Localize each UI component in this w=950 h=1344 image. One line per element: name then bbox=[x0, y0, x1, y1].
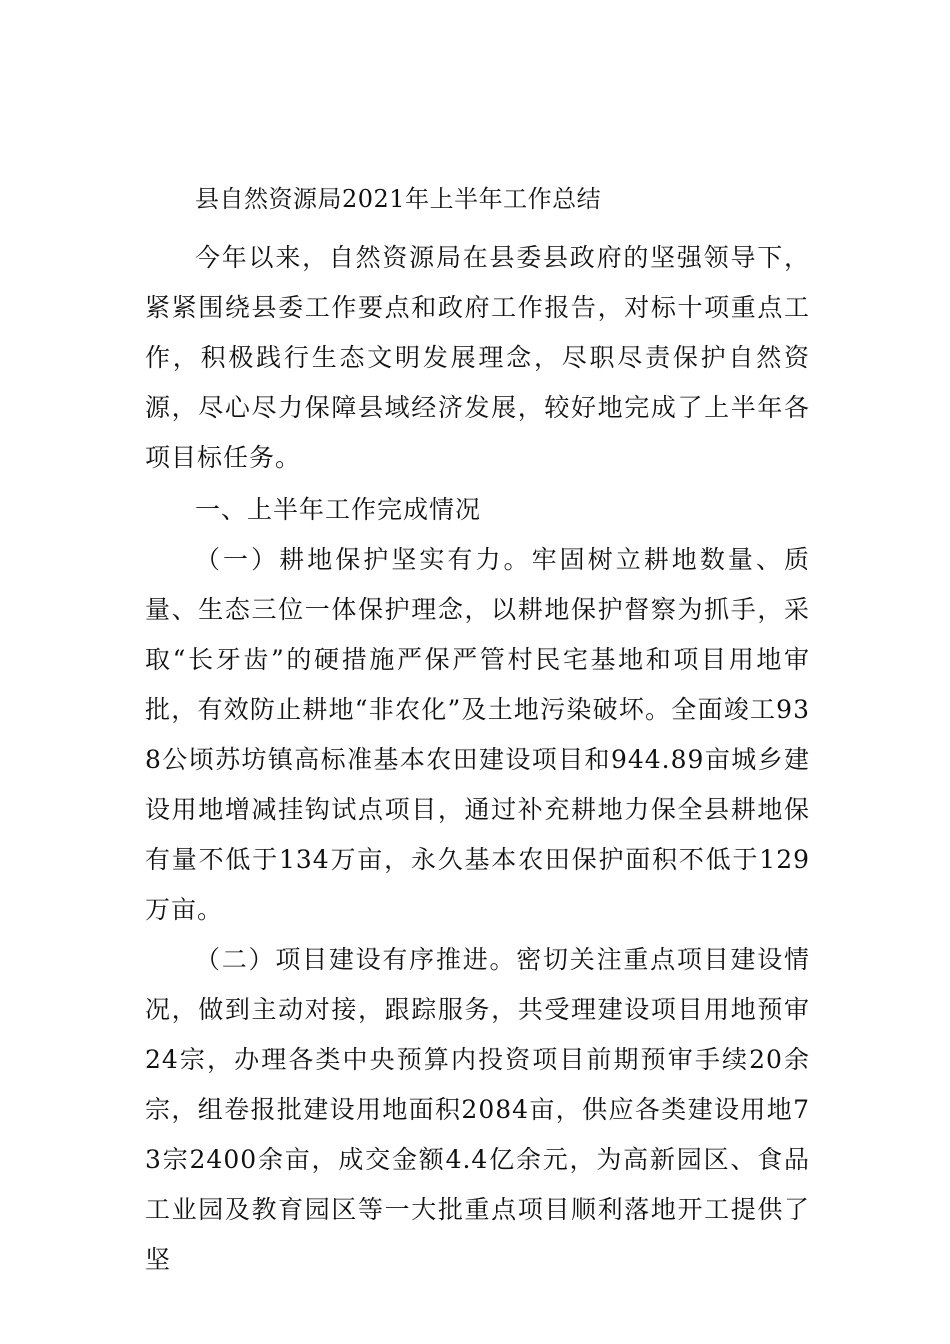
document-title: 县自然资源局2021年上半年工作总结 bbox=[195, 185, 602, 213]
item-paragraph-2: （二）项目建设有序推进。密切关注重点项目建设情况，做到主动对接，跟踪服务，共受理建设项目用地预审24宗，办理各类中央预算内投资项目前期预审手续20余宗，组卷报批建设用地面积2084亩，供应各类建设用地73宗2400余亩，成交金额4.4亿余元，为高新园区、食品工业园及教育园区等一大批重点项目顺利落地开工提供了坚 bbox=[145, 945, 810, 1274]
section-heading: 一、上半年工作完成情况 bbox=[195, 495, 482, 524]
intro-paragraph: 今年以来，自然资源局在县委县政府的坚强领导下，紧紧围绕县委工作要点和政府工作报告，对标十项重点工作，积极践行生态文明发展理念，尽职尽责保护自然资源，尽心尽力保障县域经济发展，较好地完成了上半年各项目标任务。 bbox=[145, 243, 810, 472]
item-paragraph-1: （一）耕地保护坚实有力。牢固树立耕地数量、质量、生态三位一体保护理念，以耕地保护督察为抓手，采取“长牙齿”的硬措施严保严管村民宅基地和项目用地审批，有效防止耕地“非农化”及土地污染破坏。全面竣工938公顷苏坊镇高标准基本农田建设项目和944.89亩城乡建设用地增减挂钩试点项目，通过补充耕地力保全县耕地保有量不低于134万亩，永久基本农田保护面积不低于129万亩。 bbox=[145, 545, 810, 924]
document-body bbox=[145, 178, 810, 1285]
